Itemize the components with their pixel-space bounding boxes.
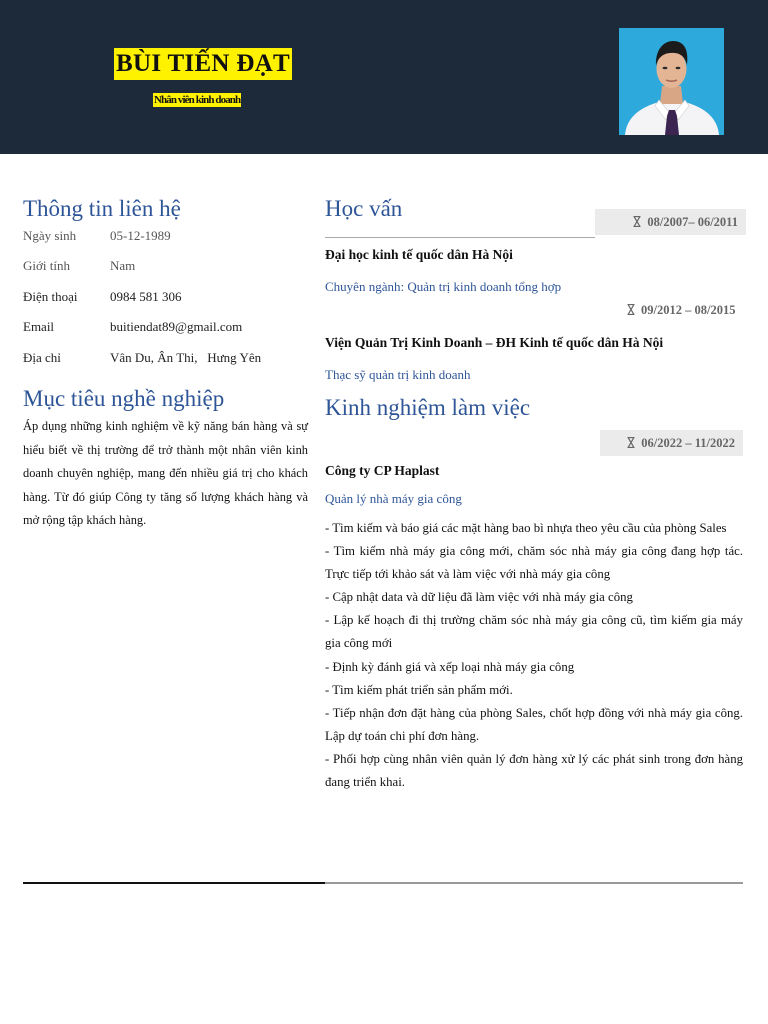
- experience-1-date: 06/2022 – 11/2022: [641, 436, 735, 450]
- contact-value-birthdate: 05-12-1989: [110, 228, 171, 243]
- experience-1-company: Công ty CP Haplast: [325, 463, 440, 478]
- contact-label-birthdate: Ngày sinh: [23, 228, 77, 243]
- education-title-divider: [325, 237, 595, 238]
- duty-item: - Phối hợp cùng nhân viên quản lý đơn hàng xử lý các phát sinh trong đơn hàng đang triển khai.: [325, 751, 743, 790]
- objective-text: Áp dụng những kinh nghiệm về kỹ năng bán hàng và sự hiểu biết về thị trường để trở thành một nhân viên kinh doanh chuyên nghiệp, mang đến nhiều giá trị cho khách hàng. Từ đó giúp Công ty tăng số lượng khách hàng và mở rộng tập khách hàng.: [23, 419, 308, 527]
- experience-1-position: Quản lý nhà máy gia công: [325, 491, 462, 506]
- education-section-title: Học vấn: [325, 196, 403, 221]
- duty-item: - Cập nhật data và dữ liệu đã làm việc với nhà máy gia công: [325, 590, 633, 605]
- job-title: Nhân viên kinh doanh: [154, 94, 241, 106]
- footer-divider-right: [325, 882, 743, 884]
- contact-value-gender: Nam: [110, 258, 136, 273]
- header-banner: [0, 0, 768, 154]
- contact-label-email: Email: [23, 319, 55, 334]
- contact-value-address: Vân Du, Ân Thi, Hưng Yên: [110, 350, 262, 365]
- hourglass-icon: [627, 437, 635, 448]
- contact-value-phone: 0984 581 306: [110, 289, 182, 304]
- contact-label-gender: Giới tính: [23, 258, 70, 273]
- experience-1-date-chip: [600, 430, 743, 456]
- education-2-date: 09/2012 – 08/2015: [641, 303, 736, 317]
- objective-section-title: Mục tiêu nghề nghiệp: [23, 386, 225, 411]
- duty-item: - Tiếp nhận đơn đặt hàng của phòng Sales, chốt hợp đồng với nhà máy gia công. Lập dự toán chi phí đơn hàng.: [325, 705, 743, 743]
- education-2-date-chip: [627, 303, 735, 318]
- profile-photo: [619, 28, 724, 135]
- duty-item: - Tìm kiếm nhà máy gia công mới, chăm sóc nhà máy gia công đang hợp tác. Trực tiếp tới khảo sát và làm việc với nhà máy gia công: [325, 544, 743, 582]
- education-1-major: Chuyên ngành: Quản trị kinh doanh tổng hợp: [325, 279, 562, 294]
- education-1-school: Đại học kinh tế quốc dân Hà Nội: [325, 247, 513, 262]
- education-1-date: 08/2007– 06/2011: [647, 215, 738, 229]
- experience-1-duties: [325, 517, 743, 794]
- education-2-major: Thạc sỹ quản trị kinh doanh: [325, 367, 471, 382]
- contact-section-title: Thông tin liên hệ: [23, 196, 181, 221]
- footer-divider-left: [23, 882, 325, 884]
- experience-section-title: Kinh nghiệm làm việc: [325, 395, 531, 420]
- duty-item: - Lập kế hoạch đi thị trường chăm sóc nhà máy gia công cũ, tìm kiếm gia máy gia công mới: [325, 613, 743, 651]
- duty-item: - Tìm kiếm và báo giá các mặt hàng bao bì nhựa theo yêu cầu của phòng Sales: [325, 521, 727, 535]
- duty-item: - Tìm kiếm phát triển sản phẩm mới.: [325, 682, 513, 697]
- education-1-date-chip: [595, 209, 746, 235]
- hourglass-icon: [633, 216, 641, 227]
- contact-value-email[interactable]: buitiendat89@gmail.com: [110, 319, 243, 334]
- contact-label-phone: Điện thoại: [23, 289, 78, 304]
- duty-item: - Định kỳ đánh giá và xếp loại nhà máy gia công: [325, 659, 575, 674]
- candidate-name: BÙI TIẾN ĐẠT: [114, 48, 292, 80]
- education-2-school: Viện Quản Trị Kinh Doanh – ĐH Kinh tế quốc dân Hà Nội: [325, 335, 664, 350]
- hourglass-icon: [627, 304, 635, 315]
- contact-label-address: Địa chỉ: [23, 350, 61, 365]
